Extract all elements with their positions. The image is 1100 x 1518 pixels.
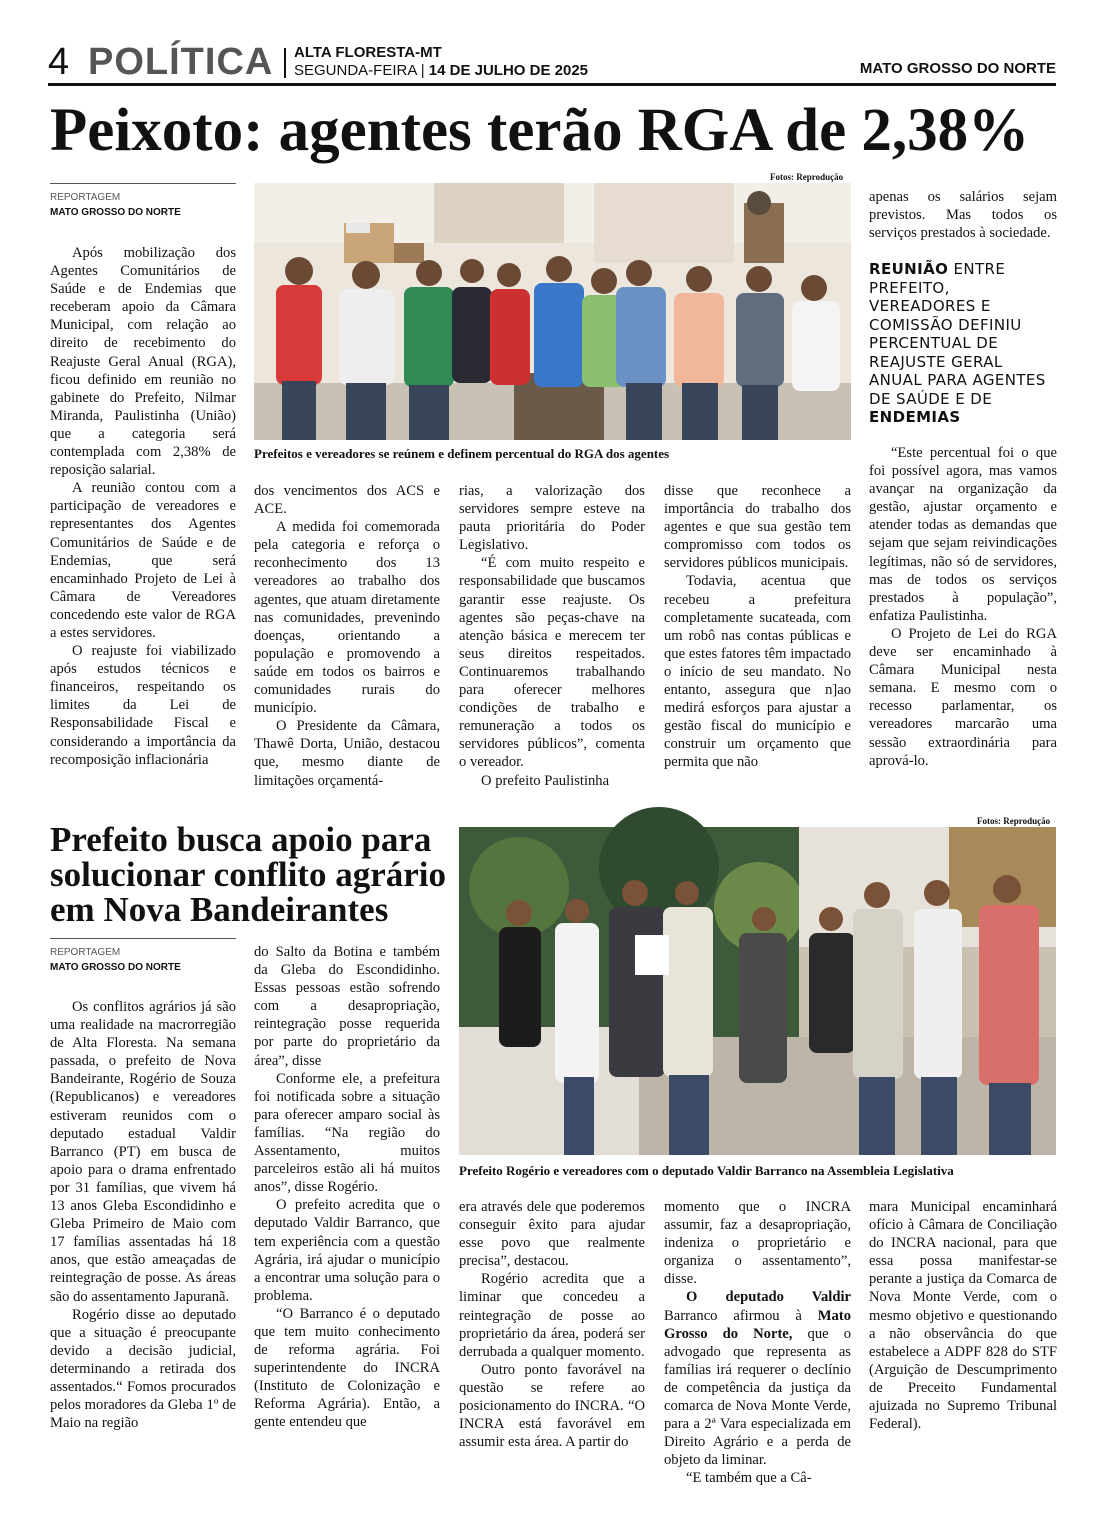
paragraph: disse que reconhece a importância do trabalho dos agentes e que sua gestão tem compromisso com todos os servidores públicos municipais. [664,483,851,572]
article2-column-3 [459,1198,645,1474]
header-divider [284,48,286,78]
article1-headline: Peixoto: agentes terão RGA de 2,38% [50,97,1030,164]
paragraph: era através dele que poderemos conseguir êxito para ajudar esse povo que realmente precisa”, destacou. [459,1199,645,1270]
text-run: que o advogado que representa as famílias irá requerer o declínio de competência da justiça da comarca de Nova Monte Verde, para a 2ª Vara especializada em Direito Agrário e a perda de objeto da liminar. [664,1325,852,1469]
article2-byline [50,938,236,975]
paragraph: O prefeito acredita que o deputado Valdir Barranco, que tem experiência com a questão Agrária, irá ajudar o município a encontrar uma solução para o problema. [254,1197,440,1304]
header-rule [48,83,1056,86]
paragraph: apenas os salários sejam previstos. Mas todos os serviços prestados à sociedade. [869,189,1057,242]
article2-column-1 [50,998,236,1470]
paragraph: rias, a valorização dos servidores sempre esteve na pauta prioritária do Poder Legislativo. [459,483,645,554]
pullquote-end: ENDEMIAS [869,408,961,426]
header-city: ALTA FLORESTA-MT [294,44,442,61]
section-title: POLÍTICA [88,41,274,83]
paragraph: Rogério acredita que a liminar que concedeu a reintegração de posse ao proprietário da área, poderá ser derrubada a qualquer momento. [459,1271,645,1360]
article1-column-5-bottom [869,444,1057,796]
article1-byline [50,183,236,220]
article1-column-2 [254,482,440,796]
group-photo-image [254,183,851,440]
bold-text: O deputado Valdir [686,1289,851,1306]
paragraph: O prefeito Paulistinha [481,772,610,789]
article1-column-3 [459,482,645,796]
header-brand: MATO GROSSO DO NORTE [859,60,1056,77]
paragraph: A medida foi comemorada pela categoria e reforça o reconhecimento dos 13 vereadores ao trabalho dos agentes, que atuam diretamente nas comunidades, prevenindo doenças, orientando a população e promovendo a saúde em todos os bairros e comunidades rurais do município. [254,519,440,717]
group-photo-image [459,827,1056,1155]
paragraph: momento que o INCRA assumir, faz a desapropriação, indeniza o proprietário e organiza o assentamento”, disse. [664,1199,851,1288]
paragraph [664,1288,851,1469]
page-header [48,38,1056,86]
byline-source: MATO GROSSO DO NORTE [50,962,181,973]
paragraph: “E também que a Câ- [686,1470,812,1487]
paragraph: Após mobilização dos Agentes Comunitários de Saúde e de Endemias que receberam apoio da Câmara Municipal, com relação ao direito de recebimento do Reajuste Geral Anual (RGA), ficou definido em reunião no gabinete do Prefeito, Nilmar Miranda, Paulistinha (União) que a categoria será contemplada com 2,38% de reposição salarial. [50,245,236,479]
pullquote-lead: REUNIÃO [869,260,949,278]
paragraph: O Projeto de Lei do RGA deve ser encaminhado à Câmara Municipal nesta semana. E mesmo com o recesso parlamentar, os vereadores marcarão uma sessão extraordinária para aprová-lo. [869,625,1057,769]
paragraph: do Salto da Botina e também da Gleba do Escondidinho. Essas pessoas estão sofrendo com a desapropriação, reintegração posse requerida por parte do proprietário da área”, disse [254,944,440,1069]
paragraph: Rogério disse ao deputado que a situação é preocupante devido a decisão judicial, determinando a retirada dos assentados.“ Fomos procurados pelos moradores da Gleba 1º de Maio na região [50,1306,236,1432]
article1-pullquote [869,260,1059,427]
article2-column-5 [869,1198,1057,1474]
article1-photo [254,183,851,440]
paragraph: mara Municipal encaminhará ofício à Câmara de Conciliação do INCRA nacional, para que essa possa manifestar-se perante a justiça da Comarca de Nova Monte Verde, com o mesmo objetivo e questionando a não observância do que estabelece a ADPF 828 do STF (Arguição de Descumprimento de Preceito Fundamental ajuizada no Supremo Tribunal Federal). [869,1199,1057,1433]
paragraph: A reunião contou com a participação de vereadores e representantes dos Agentes Comunitários de Saúde e de Endemias, que será encaminhado Projeto de Lei à Câmara de Vereadores concedendo este valor de RGA a estes servidores. [50,480,236,641]
header-weekday: SEGUNDA-FEIRA [294,62,417,79]
paragraph: “É com muito respeito e responsabilidade que buscamos garantir esse reajuste. Os agentes são peças-chave na atenção básica e merecem ter seus direitos respeitados. Continuaremos trabalhando para oferecer melhores condições de trabalho e remuneração a todos os servidores públicos”, comenta o vereador. [459,555,645,771]
paragraph: Outro ponto favorável na questão se refere ao posicionamento do INCRA. “O INCRA está favorável em assumir esta área. A partir do [459,1361,645,1451]
paragraph: dos vencimentos dos ACS e ACE. [254,483,440,518]
article2-photo [459,827,1056,1155]
page-number: 4 [48,41,70,83]
pullquote-text: ENTRE PREFEITO, VEREADORES E COMISSÃO DEFINIU PERCENTUAL DE REAJUSTE GERAL ANUAL PARA AGENTES DE SAÚDE E DE [869,260,1046,408]
text-run: Barranco afirmou à [664,1307,818,1324]
article1-photo-credit: Fotos: Reprodução [770,172,844,182]
article2-photo-credit: Fotos: Reprodução [977,816,1051,826]
article2-headline: Prefeito busca apoio para solucionar conflito agrário em Nova Bandeirantes [50,820,446,929]
paragraph: Todavia, acentua que recebeu a prefeitura completamente sucateada, com um robô nas contas públicas e que estes fatores têm impactado o início de seu mandato. No entanto, assegura que n]ao medirá esforços para ajustar a gestão fiscal do município e construir um orçamento que permita que não [664,573,851,771]
paragraph: Conforme ele, a prefeitura foi notificada sobre a situação para oferecer amparo social às famílias. “Na região do Assentamento, muitos parceleiros estão ali há muitos anos”, disse Rogério. [254,1070,440,1196]
byline-source: MATO GROSSO DO NORTE [50,207,181,218]
article2-column-2 [254,943,440,1431]
byline-label: REPORTAGEM [50,947,121,958]
article1-column-5-top [869,188,1057,248]
paragraph: “O Barranco é o deputado que tem muito conhecimento de reforma agrária. Foi superintendente do INCRA (Instituto de Colonização e Reforma Agrária). Então, a gente entendeu que [254,1305,440,1431]
paragraph: O reajuste foi viabilizado após estudos técnicos e financeiros, respeitando os limites da Lei de Responsabilidade Fiscal e considerando a importância da recomposição inflacionária [50,643,236,768]
article2-column-4 [664,1198,852,1487]
paragraph: O Presidente da Câmara, Thawê Dorta, União, destacou que, mesmo diante de limitações orçamentá- [254,718,440,789]
article2-photo-caption: Prefeito Rogério e vereadores com o deputado Valdir Barranco na Assembleia Legislativa [459,1163,954,1178]
paragraph: Os conflitos agrários já são uma realidade na macrorregião de Alta Floresta. Na semana passada, o prefeito de Nova Bandeirante, Rogério de Souza (Republicanos) e vereadores estiveram reunidos com o deputado estadual Valdir Barranco (PT) em busca de apoio para o drama enfrentado por 31 famílias, que vivem há 13 anos Gleba Escondidinho e Gleba Primeiro de Maio com 17 famílias assentadas há 18 anos, que estão ameaçadas de reintegração de posse. As áreas são do assentamento Japuranã. [50,999,236,1305]
bold-text: Mato Grosso do Norte, [664,1307,851,1342]
article1-photo-caption: Prefeitos e vereadores se reúnem e definem percentual do RGA dos agentes [254,446,670,461]
header-date: 14 DE JULHO DE 2025 [428,62,589,79]
paragraph: “Este percentual foi o que foi possível agora, mas vamos avançar na organização da gestão, ajustar orçamento e atender todas as demandas que sejam que sejam reivindicações legítimas, não só de servidores, mas de todos os serviços prestados à população”, enfatiza Paulistinha. [869,445,1057,624]
article1-column-1 [50,244,236,796]
byline-label: REPORTAGEM [50,192,121,203]
article1-column-4 [664,482,851,796]
header-dateline: SEGUNDA-FEIRA | 14 DE JULHO DE 2025 [294,62,589,79]
